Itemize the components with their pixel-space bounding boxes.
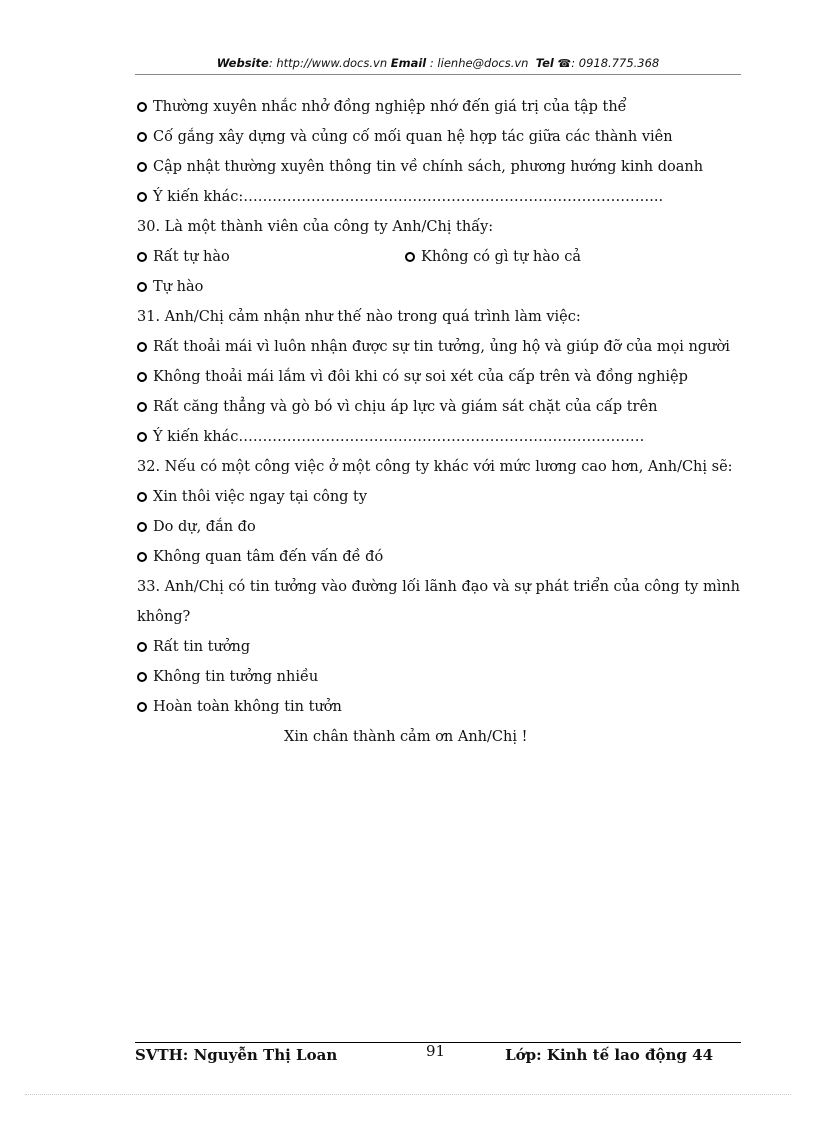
tel-value: : 0918.775.368 (571, 56, 660, 70)
bullet-icon (137, 492, 147, 502)
website-label: Website (216, 56, 269, 70)
list-item: Ý kiến khác………………………………………………………………………… (137, 422, 741, 452)
bullet-icon (137, 282, 147, 292)
list-item: Tự hào (137, 272, 741, 302)
list-item: Hoàn toàn không tin tưởn (137, 692, 741, 722)
page-number: 91 (426, 1042, 446, 1060)
bullet-icon (137, 672, 147, 682)
question-30: 30. Là một thành viên của công ty Anh/Chị thấy: (137, 219, 494, 235)
list-item: Rất tin tưởng (137, 632, 741, 662)
student-name: SVTH: Nguyễn Thị Loan (135, 1046, 338, 1064)
class-name: Lớp: Kinh tế lao động 44 (505, 1046, 713, 1064)
bullet-icon (137, 522, 147, 532)
answer-option (405, 242, 581, 272)
list-item: Thường xuyên nhắc nhở đồng nghiệp nhớ đến giá trị của tập thể (137, 92, 741, 122)
email-value: : lienhe@docs.vn (426, 56, 529, 70)
bullet-icon (137, 372, 147, 382)
bullet-icon (137, 162, 147, 172)
question-31: 31. Anh/Chị cảm nhận như thế nào trong quá trình làm việc: (137, 309, 581, 325)
phone-icon: ☎ (557, 57, 572, 70)
bullet-icon (137, 192, 147, 202)
list-item: Cập nhật thường xuyên thông tin về chính sách, phương hướng kinh doanh (137, 152, 741, 182)
tel-label: Tel (535, 56, 554, 70)
website-value: : http://www.docs.vn (268, 56, 388, 70)
page-footer (135, 1044, 741, 1068)
question-33: 33. Anh/Chị có tin tưởng vào đường lối lãnh đạo và sự phát triển của công ty mình không? (137, 579, 741, 625)
question-32: 32. Nếu có một công việc ở một công ty khác với mức lương cao hơn, Anh/Chị sẽ: (137, 459, 733, 475)
list-item: Rất căng thẳng và gò bó vì chịu áp lực và giám sát chặt của cấp trên (137, 392, 741, 422)
closing-message: Xin chân thành cảm ơn Anh/Chị ! (284, 729, 528, 745)
bullet-icon (137, 402, 147, 412)
email-label: Email (390, 56, 427, 70)
page-header (135, 54, 741, 75)
list-item: Không quan tâm đến vấn đề đó (137, 542, 741, 572)
list-item: Xin thôi việc ngay tại công ty (137, 482, 741, 512)
list-item: Ý kiến khác:…………………………………………………………………………... (137, 182, 741, 212)
list-item: Không thoải mái lắm vì đôi khi có sự soi xét của cấp trên và đồng nghiệp (137, 362, 741, 392)
bullet-icon (137, 702, 147, 712)
list-item: Rất thoải mái vì luôn nhận được sự tin tưởng, ủng hộ và giúp đỡ của mọi người (137, 332, 741, 362)
answer-label: Rất tự hào (153, 249, 230, 265)
bullet-icon (137, 432, 147, 442)
bullet-icon (137, 252, 147, 262)
bullet-icon (137, 342, 147, 352)
bullet-icon (137, 102, 147, 112)
list-item: Do dự, đắn đo (137, 512, 741, 542)
page-border-divider (25, 1094, 791, 1095)
bullet-icon (137, 552, 147, 562)
list-item: Không tin tưởng nhiều (137, 662, 741, 692)
bullet-icon (405, 252, 415, 262)
bullet-icon (137, 132, 147, 142)
answer-label: Không có gì tự hào cả (421, 249, 581, 265)
survey-body (137, 92, 741, 752)
list-item: Cố gắng xây dựng và củng cố mối quan hệ hợp tác giữa các thành viên (137, 122, 741, 152)
bullet-icon (137, 642, 147, 652)
answer-row (137, 242, 741, 272)
